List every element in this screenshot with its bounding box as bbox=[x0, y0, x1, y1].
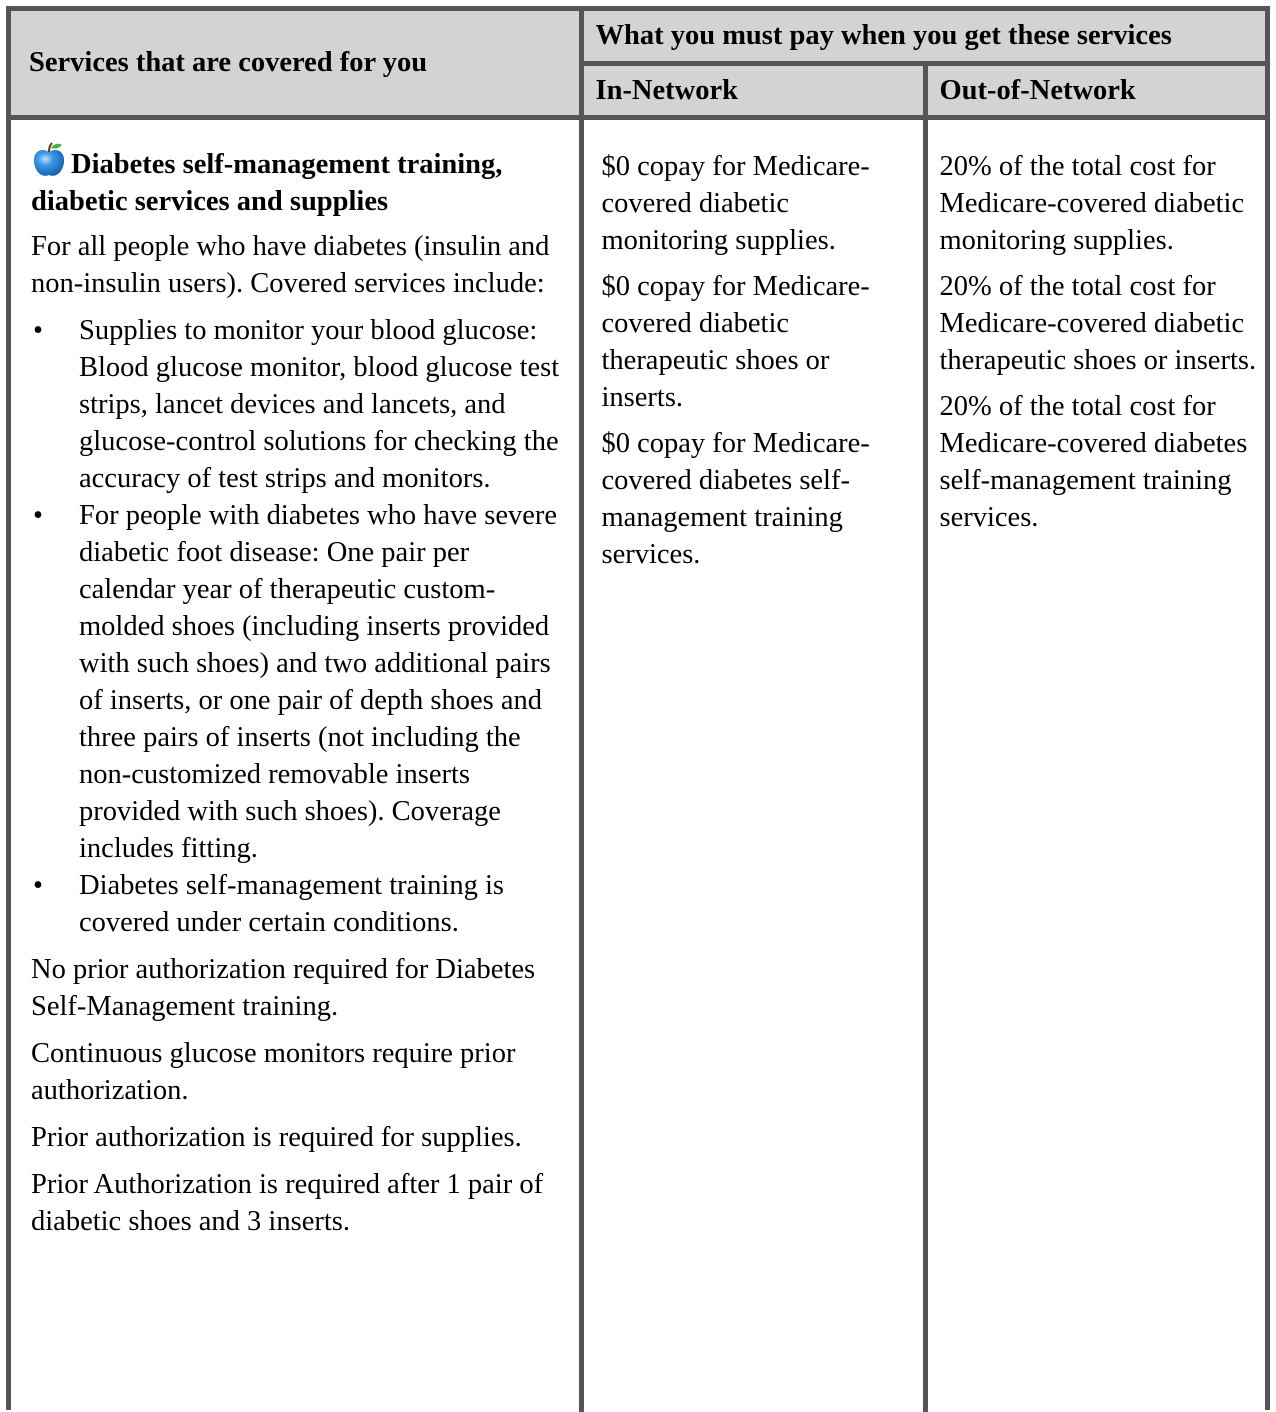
out-of-network-header: Out-of-Network bbox=[925, 64, 1265, 118]
services-column-header: Services that are covered for you bbox=[11, 11, 581, 118]
table-row bbox=[11, 118, 1265, 1412]
benefits-table bbox=[11, 11, 1265, 1412]
list-item: • For people with diabetes who have severe diabetic foot disease: One pair per calendar year of therapeutic custom-molded shoes (including inserts provided with such shoes) and two additional pairs of inserts, or one pair of depth shoes and three pairs of inserts (not including the non-customized removable inserts provided with such shoes). Coverage includes fitting. bbox=[31, 497, 569, 867]
authorization-note: Continuous glucose monitors require prior authorization. bbox=[31, 1035, 569, 1109]
covered-services-list bbox=[31, 312, 569, 941]
out-of-network-cost: 20% of the total cost for Medicare-covered diabetes self-management training services. bbox=[940, 388, 1260, 536]
authorization-note: No prior authorization required for Diabetes Self-Management training. bbox=[31, 951, 569, 1025]
apple-icon bbox=[31, 141, 67, 179]
list-item: • Diabetes self-management training is covered under certain conditions. bbox=[31, 867, 569, 941]
list-item: • Supplies to monitor your blood glucose: Blood glucose monitor, blood glucose test strips, lancet devices and lancets, and glucose-control solutions for checking the accuracy of test strips and monitors. bbox=[31, 312, 569, 497]
in-network-cost-cell bbox=[581, 118, 925, 1412]
payment-column-header: What you must pay when you get these services bbox=[581, 11, 1265, 64]
service-intro: For all people who have diabetes (insulin and non-insulin users). Covered services include: bbox=[31, 228, 569, 302]
out-of-network-cost: 20% of the total cost for Medicare-covered diabetic monitoring supplies. bbox=[940, 148, 1260, 259]
in-network-cost: $0 copay for Medicare-covered diabetic monitoring supplies. bbox=[602, 148, 915, 259]
out-of-network-cost-cell bbox=[925, 118, 1265, 1412]
service-title bbox=[31, 141, 569, 220]
in-network-cost: $0 copay for Medicare-covered diabetic therapeutic shoes or inserts. bbox=[602, 268, 915, 416]
authorization-note: Prior Authorization is required after 1 pair of diabetic shoes and 3 inserts. bbox=[31, 1166, 569, 1240]
out-of-network-cost: 20% of the total cost for Medicare-covered diabetic therapeutic shoes or inserts. bbox=[940, 268, 1260, 379]
benefits-document bbox=[6, 6, 1270, 1410]
in-network-cost: $0 copay for Medicare-covered diabetes self-management training services. bbox=[602, 425, 915, 573]
service-description-cell bbox=[11, 118, 581, 1412]
in-network-header: In-Network bbox=[581, 64, 925, 118]
service-title-text: Diabetes self-management training, diabetic services and supplies bbox=[31, 149, 502, 217]
authorization-note: Prior authorization is required for supplies. bbox=[31, 1119, 569, 1156]
